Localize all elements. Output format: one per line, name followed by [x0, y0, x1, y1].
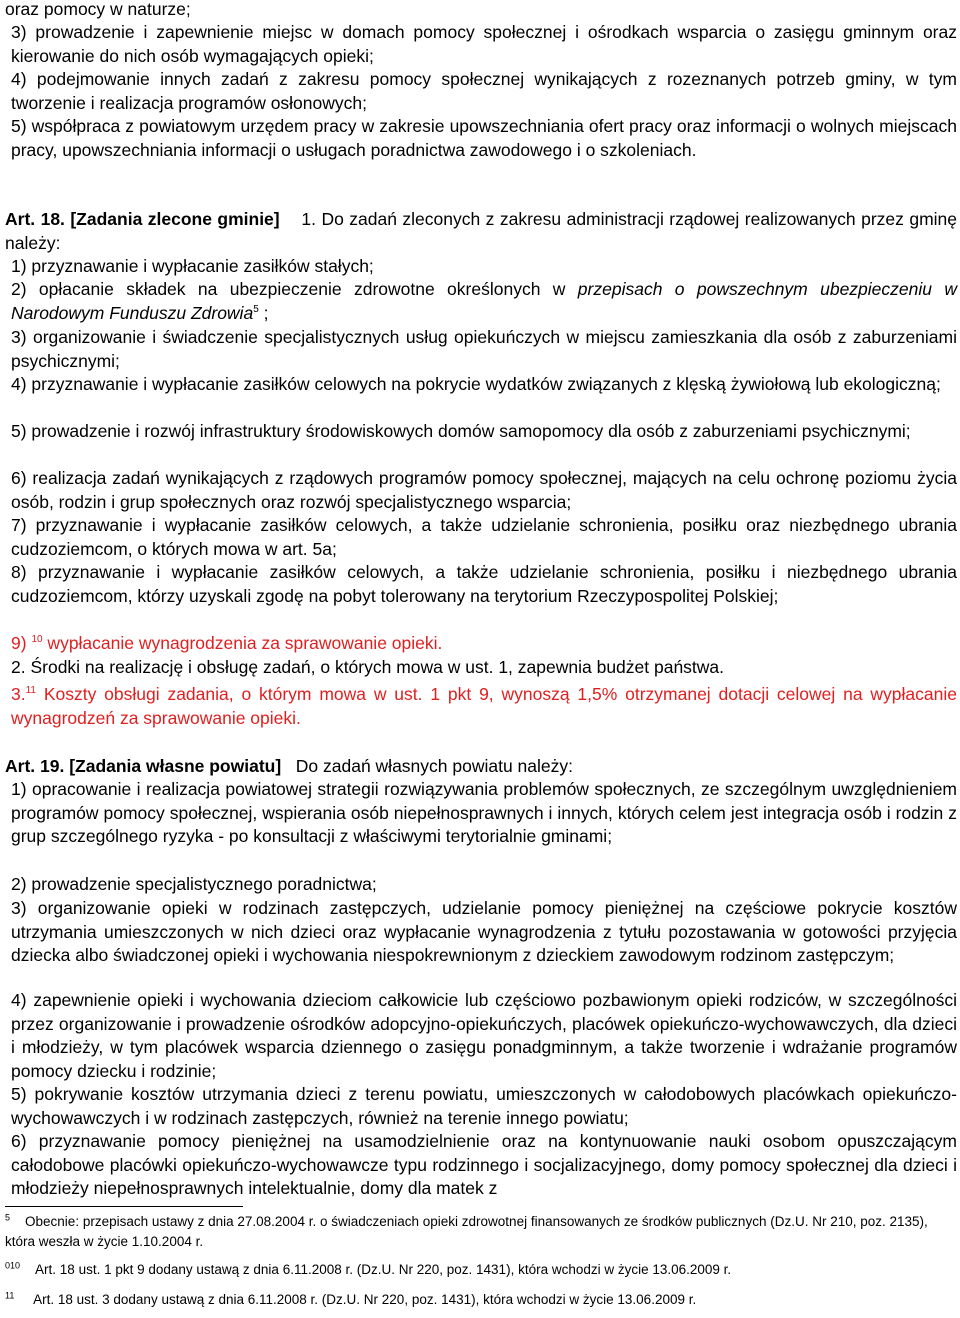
art18-item-2-text: 2) opłacanie składek na ubezpieczenie zdrowotne określonych w: [11, 279, 578, 299]
list-item-4: 4) podejmowanie innych zadań z zakresu pomocy społecznej wynikających z rozeznanych potrzeb gminy, w tym tworzenie i realizacja programów osłonowych;: [11, 69, 957, 113]
art18-heading: Art. 18. [Zadania zlecone gminie]: [5, 209, 280, 229]
art18-item-4: 4) przyznawanie i wypłacanie zasiłków celowych na pokrycie wydatków związanych z klęską żywiołową lub ekologiczną;: [11, 374, 941, 394]
footnote-ref-11[interactable]: 11: [25, 685, 36, 697]
footnote-ref-10[interactable]: 10: [31, 634, 43, 646]
footnote-10-text: Art. 18 ust. 1 pkt 9 dodany ustawą z dnia 6.11.2008 r. (Dz.U. Nr 220, poz. 1431), która wchodzi w życie 13.06.2009 r.: [35, 1262, 732, 1277]
art18-section-3-text: Koszty obsługi zadania, o którym mowa w ust. 1 pkt 9, wynoszą 1,5% otrzymanej dotacji celowej na wypłacanie wynagrodzeń za sprawowanie opieki.: [11, 684, 957, 728]
art19-item-4: 4) zapewnienie opieki i wychowania dzieciom całkowicie lub częściowo pozbawionym opieki rodziców, w szczególności przez organizowanie i prowadzenie ośrodków adopcyjno-opiekuńczych, placówek opiekuńczo-wychowawczych, dla dzieci i młodzieży, w tym placówek wsparcia dziennego o zasięgu ponadgminnym, a także tworzenie i wdrażanie programów pomocy dziecku i rodzinie;: [11, 990, 957, 1081]
art18-item-9: [5, 632, 957, 656]
art19-heading: Art. 19. [Zadania własne powiatu]: [5, 756, 282, 776]
art19-first-paragraph: [5, 755, 957, 779]
art18-item-7: 7) przyznawanie i wypłacanie zasiłków celowych, a także udzielanie schronienia, posiłku oraz niezbędnego ubrania cudzoziemcom, o których mowa w art. 5a;: [11, 515, 957, 559]
art18-first-paragraph: [5, 208, 957, 255]
art19-intro: Do zadań własnych powiatu należy:: [295, 756, 574, 776]
list-item-5: 5) współpraca z powiatowym urzędem pracy w zakresie upowszechniania ofert pracy oraz informacji o wolnych miejscach pracy, upowszechniania informacji o usługach poradnictwa zawodowego i o szkoleniach.: [11, 116, 957, 160]
art18-item-6: 6) realizacja zadań wynikających z rządowych programów pomocy społecznej, mających na celu ochronę poziomu życia osób, rodzin i grup społecznych oraz rozwój specjalistycznego wsparcia;: [11, 468, 957, 512]
footnote-11-text: Art. 18 ust. 3 dodany ustawą z dnia 6.11.2008 r. (Dz.U. Nr 220, poz. 1431), która wchodzi w życie 13.06.2009 r.: [33, 1292, 697, 1307]
art19-item-2: 2) prowadzenie specjalistycznego poradnictwa;: [11, 874, 377, 894]
art18-section-2: 2. Środki na realizację i obsługę zadań, o których mowa w ust. 1, zapewnia budżet państwa.: [11, 657, 725, 677]
footnote-5-text: Obecnie: przepisach ustawy z dnia 27.08.2004 r. o świadczeniach opieki zdrowotnej finansowanych ze środków publicznych (Dz.U. Nr 210, poz. 2135), która weszła w życie 1.10.2004 r.: [5, 1214, 928, 1249]
footnote-ref-5[interactable]: 5: [253, 303, 259, 315]
art18-item-2-end: ;: [258, 302, 269, 323]
footnote-11-mark: 11: [5, 1290, 15, 1301]
art18-item-2: [5, 278, 957, 325]
footnote-5: [5, 1212, 957, 1252]
art19-item-5: 5) pokrywanie kosztów utrzymania dzieci z terenu powiatu, umieszczonych w całodobowych placówkach opiekuńczo-wychowawczych i w rodzinach zastępczych, również na terenie innego powiatu;: [11, 1084, 957, 1128]
list-item-3: 3) prowadzenie i zapewnienie miejsc w domach pomocy społecznej i ośrodkach wsparcia o zasięgu gminnym oraz kierowanie do nich osób wymagających opieki;: [11, 22, 957, 66]
art18-item-9-number: 9): [11, 633, 27, 653]
art19-item-1: 1) opracowanie i realizacja powiatowej strategii rozwiązywania problemów społecznych, ze szczególnym uwzględnieniem programów pomocy społecznej, wspierania osób niepełnosprawnych i innych, których celem jest integracja osób i rodzin z grup szczególnego ryzyka - po konsultacji z właściwymi terytorialnie gminami;: [11, 779, 957, 846]
footnote-11: [5, 1290, 957, 1310]
footnote-10: [5, 1260, 957, 1280]
art19-item-6: 6) przyznawanie pomocy pieniężnej na usamodzielnienie oraz na kontynuowanie nauki osobom opuszczającym całodobowe placówki opiekuńczo-wychowawcze typu rodzinnego i socjalizacyjnego, domy pomocy społecznej dla dzieci i młodzieży niepełnosprawnych intelektualnie, domy dla matek z: [11, 1131, 957, 1198]
art18-section-3: [5, 683, 957, 730]
art18-item-3: 3) organizowanie i świadczenie specjalistycznych usług opiekuńczych w miejscu zamieszkania dla osób z zaburzeniami psychicznymi;: [11, 327, 957, 371]
art18-section-3-number: 3.: [11, 684, 26, 704]
footnote-separator: [5, 1206, 243, 1207]
footnote-5-mark: 5: [5, 1212, 11, 1223]
paragraph-continuation: oraz pomocy w naturze;: [5, 0, 191, 19]
art18-intro: 1. Do zadań zleconych z zakresu administracji rządowej realizowanych przez gminę należy:: [5, 209, 957, 253]
art18-item-2-law-reference: przepisach o powszechnym ubezpieczeniu w Narodowym Funduszu Zdrowia: [11, 279, 957, 323]
art18-item-9-text: wypłacanie wynagrodzenia za sprawowanie opieki.: [42, 633, 443, 653]
art18-item-5: 5) prowadzenie i rozwój infrastruktury środowiskowych domów samopomocy dla osób z zaburzeniami psychicznymi;: [11, 421, 911, 441]
footnote-10-mark: 010: [5, 1260, 21, 1271]
art19-item-3: 3) organizowanie opieki w rodzinach zastępczych, udzielanie pomocy pieniężnej na częściowe pokrycie kosztów utrzymania umieszczonych w nich dzieci oraz wypłacanie wynagrodzenia z tytułu pozostawania w gotowości przyjęcia dziecka albo świadczonej opieki i wychowania niespokrewnionym z dzieckiem zawodowym rodzinom zastępczym;: [11, 898, 957, 965]
art18-item-8: 8) przyznawanie i wypłacanie zasiłków celowych, a także udzielanie schronienia, posiłku i niezbędnego ubrania cudzoziemcom, którzy uzyskali zgodę na pobyt tolerowany na terytorium Rzeczypospolitej Polskiej;: [11, 562, 957, 606]
art18-item-1: 1) przyznawanie i wypłacanie zasiłków stałych;: [11, 256, 374, 276]
